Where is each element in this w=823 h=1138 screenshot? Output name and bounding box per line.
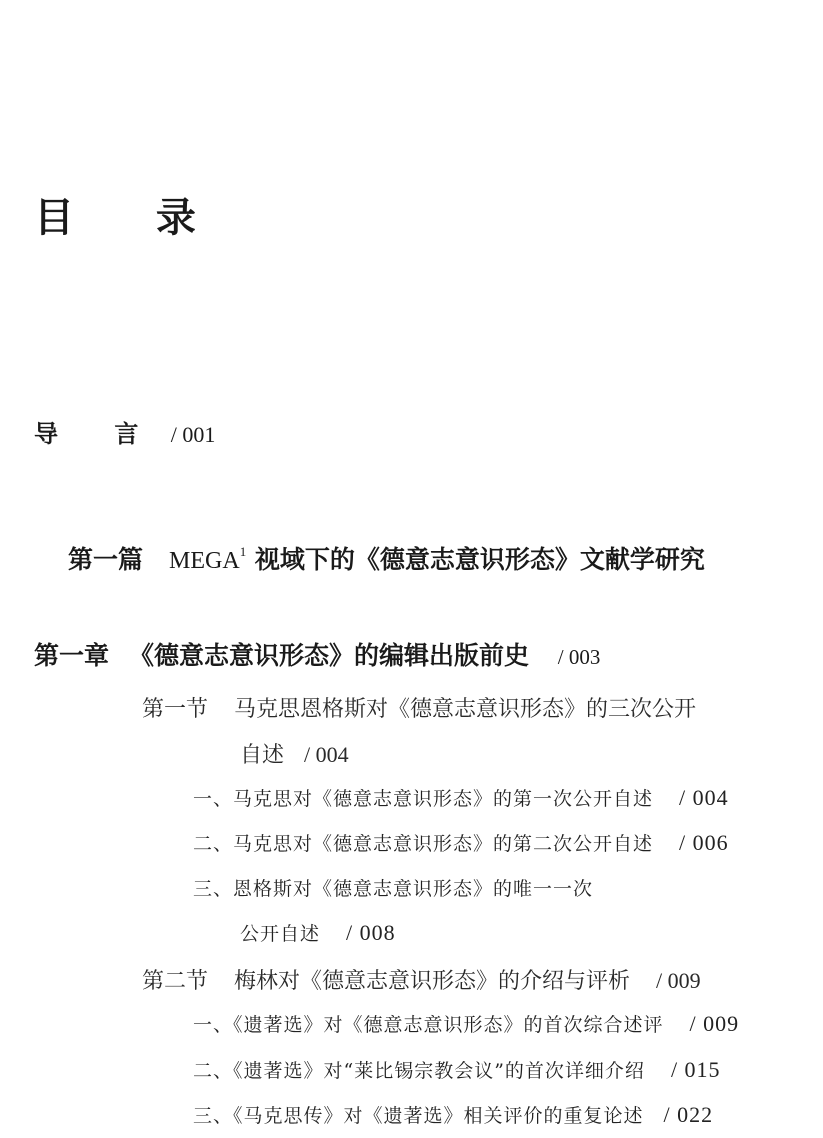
item-title: 二、《遗著选》对“莱比锡宗教会议”的首次详细介绍 bbox=[193, 1060, 645, 1082]
item-title: 二、马克思对《德意志意识形态》的第二次公开自述 bbox=[193, 833, 654, 855]
item-page: / 004 bbox=[679, 785, 729, 810]
item-page: / 008 bbox=[346, 920, 396, 945]
item-title: 三、恩格斯对《德意志意识形态》的唯一一次 bbox=[193, 878, 594, 900]
item-page: / 009 bbox=[689, 1011, 740, 1036]
item-title: 一、马克思对《德意志意识形态》的第一次公开自述 bbox=[193, 788, 654, 810]
toc-part-heading[interactable] bbox=[68, 540, 705, 576]
section-title: 马克思恩格斯对《德意志意识形态》的三次公开 bbox=[234, 697, 697, 722]
section-title-continued: 自述 bbox=[240, 743, 285, 768]
toc-item-2-3[interactable] bbox=[193, 1101, 713, 1128]
item-title: 一、《遗著选》对《德意志意识形态》的首次综合述评 bbox=[193, 1014, 664, 1036]
item-page: / 022 bbox=[663, 1102, 714, 1127]
section-label: 第一节 bbox=[142, 697, 209, 722]
section-page: / 004 bbox=[304, 742, 349, 767]
toc-chapter-heading[interactable] bbox=[34, 636, 600, 672]
toc-item-2-1[interactable] bbox=[193, 1010, 739, 1037]
toc-item-1-2[interactable] bbox=[193, 829, 729, 856]
introduction-page: / 001 bbox=[170, 422, 216, 447]
section-page: / 009 bbox=[656, 968, 701, 993]
toc-item-1-1[interactable] bbox=[193, 784, 729, 811]
chapter-page: / 003 bbox=[557, 645, 601, 669]
toc-item-2-2[interactable] bbox=[193, 1056, 721, 1083]
part-title: 视域下的《德意志意识形态》文献学研究 bbox=[254, 545, 705, 574]
part-number: 第一篇 bbox=[68, 545, 144, 574]
item-title: 三、《马克思传》对《遗著选》相关评价的重复论述 bbox=[193, 1105, 644, 1127]
section-title: 梅林对《德意志意识形态》的介绍与评析 bbox=[234, 969, 631, 994]
toc-entry-introduction[interactable] bbox=[34, 414, 215, 449]
page-title: 目 录 bbox=[34, 194, 230, 241]
item-page: / 015 bbox=[670, 1057, 721, 1082]
chapter-number: 第一章 bbox=[34, 641, 110, 670]
toc-item-1-3[interactable] bbox=[193, 874, 593, 901]
toc-item-1-3-continued[interactable] bbox=[240, 919, 396, 946]
toc-section-2[interactable] bbox=[142, 964, 701, 995]
part-mega: MEGA bbox=[169, 548, 240, 574]
toc-section-1-continued[interactable] bbox=[240, 738, 349, 769]
section-label: 第二节 bbox=[142, 969, 209, 994]
item-title-continued: 公开自述 bbox=[240, 923, 321, 945]
introduction-label: 导 言 bbox=[34, 419, 163, 448]
part-footnote-mark: 1 bbox=[239, 544, 247, 559]
chapter-title: 《德意志意识形态》的编辑出版前史 bbox=[129, 641, 530, 670]
toc-section-1[interactable] bbox=[142, 692, 696, 723]
item-page: / 006 bbox=[679, 830, 729, 855]
